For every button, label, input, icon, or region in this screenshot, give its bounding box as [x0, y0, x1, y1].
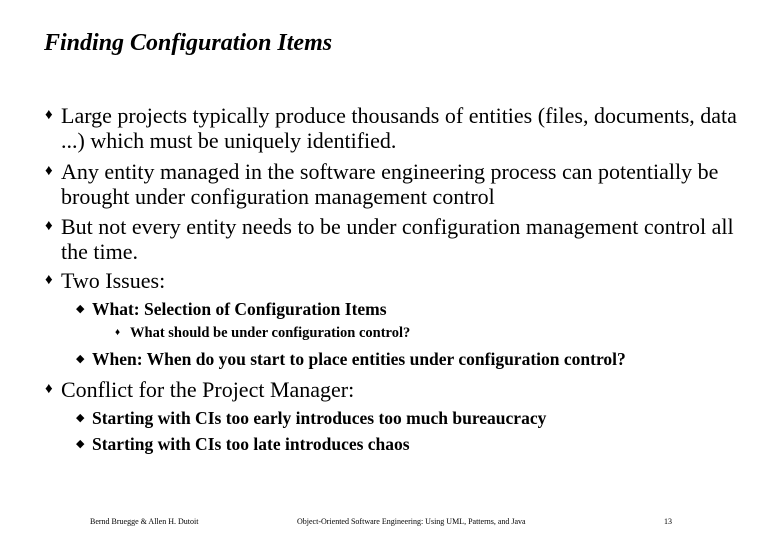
small-diamond-bullet-icon: ◆	[76, 303, 85, 315]
bullet-text: Two Issues:	[61, 268, 166, 293]
diamond-bullet-icon: ♦	[45, 218, 53, 234]
small-diamond-bullet-icon: ◆	[76, 412, 85, 424]
small-diamond-bullet-icon: ◆	[76, 353, 85, 365]
small-diamond-bullet-icon: ◆	[76, 438, 85, 450]
sub-bullet-text: Starting with CIs too early introduces too much bureaucracy	[92, 408, 547, 428]
sub-bullet-text: Starting with CIs too late introduces chaos	[92, 434, 410, 454]
sub-bullet-text: What: Selection of Configuration Items	[92, 299, 387, 319]
diamond-bullet-icon: ♦	[45, 163, 53, 179]
bullet-text: Conflict for the Project Manager:	[61, 377, 355, 402]
diamond-bullet-icon: ♦	[115, 327, 121, 338]
bullet-text: But not every entity needs to be under configuration management control all the time.	[61, 214, 734, 264]
bullet-text: Large projects typically produce thousands of entities (files, documents, data ...) which must be uniquely identified.	[61, 103, 737, 153]
bullet-text: Any entity managed in the software engineering process can potentially be brought under configuration management control	[61, 159, 719, 209]
sub-bullet-text: When: When do you start to place entities under configuration control?	[92, 349, 626, 369]
footer-authors: Bernd Bruegge & Allen H. Dutoit	[90, 517, 199, 526]
slide-title: Finding Configuration Items	[44, 30, 333, 56]
footer-page-number: 13	[664, 517, 672, 526]
footer-book-title: Object-Oriented Software Engineering: Using UML, Patterns, and Java	[297, 517, 526, 526]
sub-sub-bullet-text: What should be under configuration control?	[130, 325, 411, 341]
diamond-bullet-icon: ♦	[45, 381, 53, 397]
diamond-bullet-icon: ♦	[45, 272, 53, 288]
diamond-bullet-icon: ♦	[45, 107, 53, 123]
